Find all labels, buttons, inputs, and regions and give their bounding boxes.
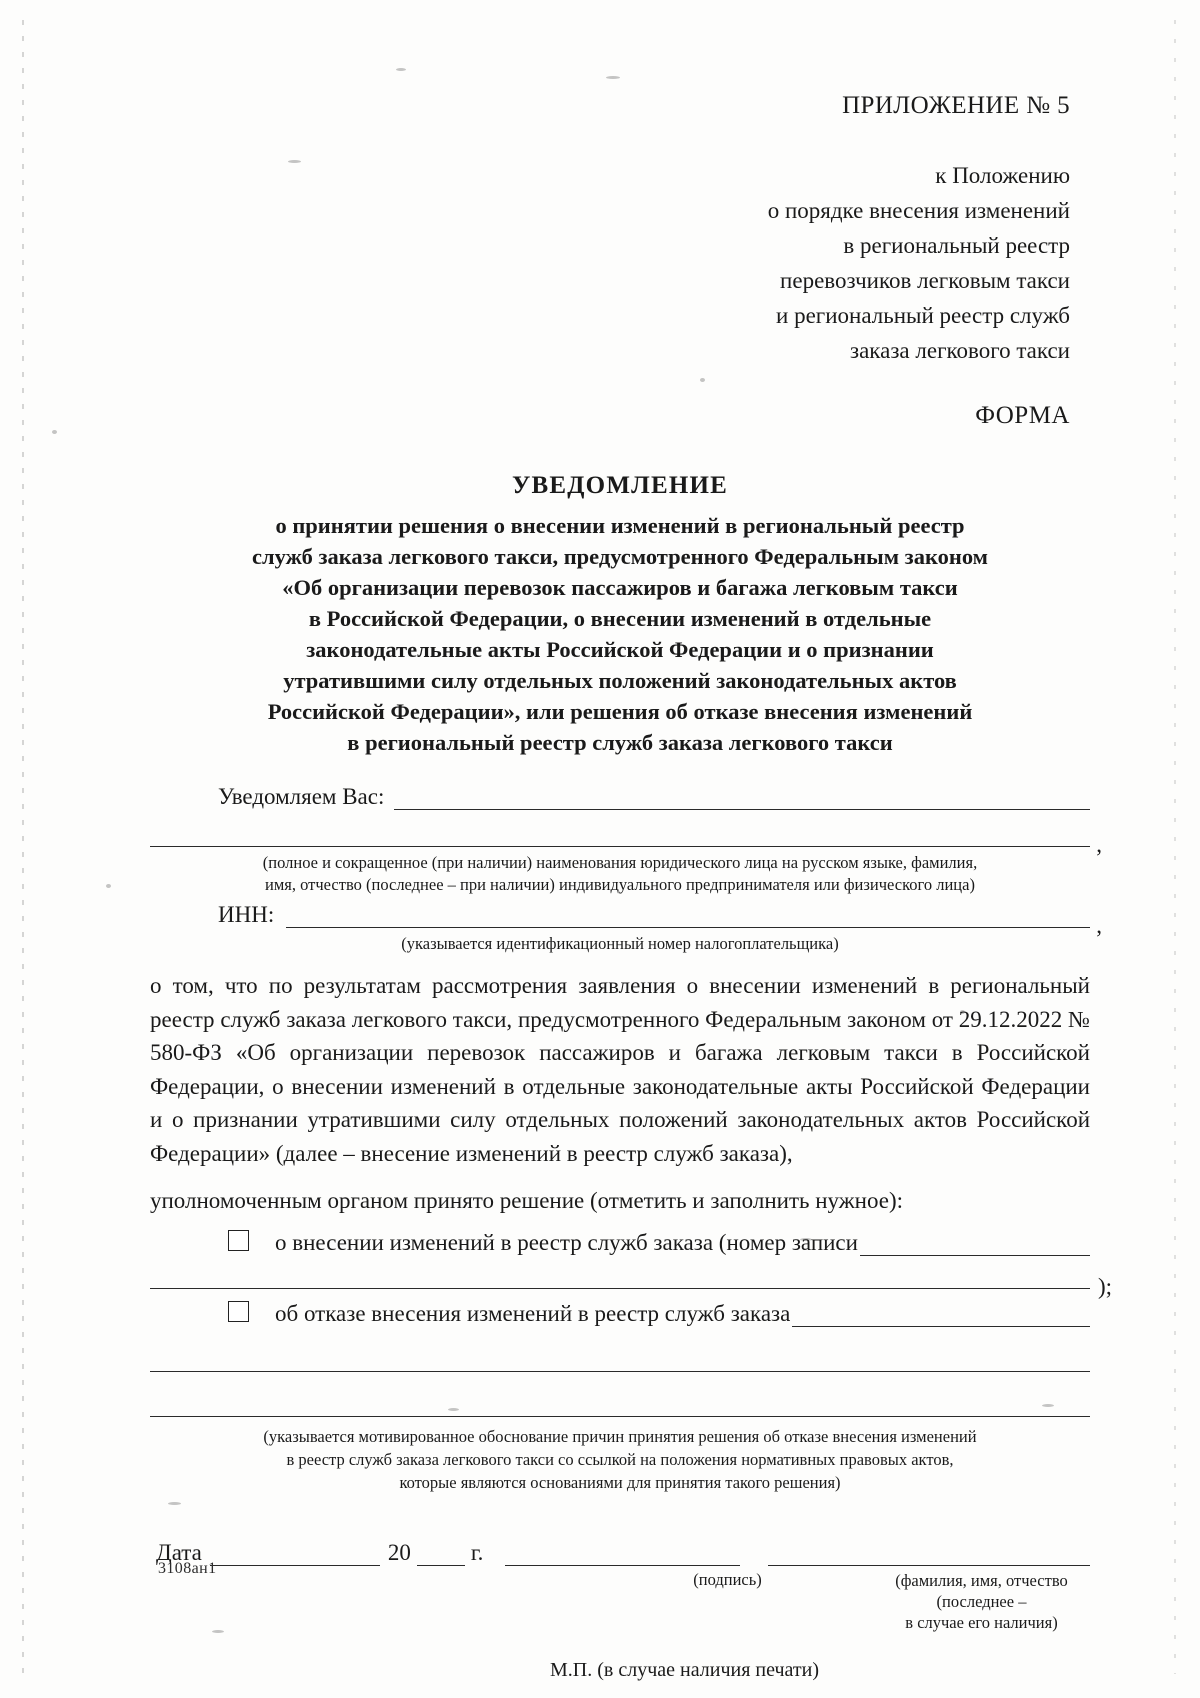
scan-speck bbox=[52, 430, 57, 434]
signer-name-field[interactable] bbox=[768, 1545, 1090, 1566]
refusal-reason-line-3[interactable] bbox=[150, 1386, 1090, 1417]
option-row-approve[interactable] bbox=[150, 1230, 1090, 1256]
notice-subtitle-line: утратившими силу отдельных положений законодательных актов bbox=[283, 668, 957, 693]
addressee-line: о порядке внесения изменений bbox=[767, 198, 1070, 223]
checkbox-refuse[interactable] bbox=[228, 1301, 249, 1322]
caption-line: в реестр служб заказа легкового такси со ссылкой на положения нормативных правовых актов, bbox=[286, 1449, 954, 1469]
caption-line: в случае его наличия) bbox=[905, 1612, 1058, 1632]
addressee-block bbox=[150, 158, 1090, 368]
notice-heading: УВЕДОМЛЕНИЕ bbox=[511, 472, 728, 499]
decision-line: уполномоченным органом принято решение (отметить и заполнить нужное): bbox=[150, 1188, 903, 1213]
caption-line: (фамилия, имя, отчество (последнее – bbox=[895, 1570, 1068, 1611]
record-number-field[interactable] bbox=[860, 1235, 1090, 1256]
year-prefix: 20 bbox=[387, 1539, 411, 1565]
form-word: ФОРМА bbox=[975, 402, 1070, 429]
recipient-name-caption bbox=[150, 852, 1090, 896]
appendix-title: ПРИЛОЖЕНИЕ № 5 bbox=[842, 92, 1070, 119]
signer-name-caption bbox=[873, 1570, 1090, 1633]
recipient-name-field-continuation[interactable] bbox=[150, 822, 1102, 857]
date-field[interactable] bbox=[210, 1545, 380, 1566]
notify-row bbox=[150, 784, 1090, 810]
caption-line: (полное и сокращенное (при наличии) наименования юридического лица на русском языке, фамилия, bbox=[262, 853, 978, 872]
date-label: Дата bbox=[156, 1539, 202, 1565]
document-content bbox=[150, 0, 1112, 1682]
main-paragraph: о том, что по результатам рассмотрения заявления о внесении изменений в региональный реестр служб заказа легкового такси, предусмотренного Федеральным законом от 29.12.2022 № 580-ФЗ «Об организации перевозок пассажиров и багажа легковым такси в Российской Федерации, о внесении изменений в отдельные законодательные акты Российской Федерации и о признании утратившими силу отдельных положений законодательных актов Российской Федерации» (далее – внесение изменений в реестр служб заказа), bbox=[150, 973, 1090, 1166]
signature-caption: (подпись) bbox=[693, 1569, 762, 1589]
comma-mark: , bbox=[1096, 913, 1102, 938]
option-approve-label: о внесении изменений в реестр служб заказа (номер записи bbox=[275, 1229, 858, 1255]
inn-row bbox=[150, 902, 1102, 938]
record-number-field-continuation[interactable] bbox=[150, 1266, 1112, 1299]
year-field[interactable] bbox=[417, 1545, 465, 1566]
signature-field[interactable] bbox=[505, 1545, 740, 1566]
notice-subtitle-line: в Российской Федерации, о внесении изменений в отдельные bbox=[308, 606, 932, 631]
close-paren-mark: ); bbox=[1097, 1273, 1112, 1299]
notify-label: Уведомляем Вас: bbox=[218, 784, 385, 809]
refusal-reason-line-2[interactable] bbox=[150, 1341, 1090, 1372]
caption-line: (указывается мотивированное обоснование причин принятия решения об отказе внесения изменений bbox=[263, 1426, 977, 1446]
option-row-refuse[interactable] bbox=[150, 1301, 1090, 1327]
caption-line: имя, отчество (последнее – при наличии) индивидуального предпринимателя или физического лица) bbox=[265, 875, 975, 894]
addressee-line: заказа легкового такси bbox=[850, 338, 1070, 363]
comma-mark: , bbox=[1096, 832, 1102, 857]
inn-label: ИНН: bbox=[218, 902, 275, 927]
inn-field[interactable] bbox=[286, 905, 1102, 938]
addressee-line: в региональный реестр bbox=[843, 233, 1070, 258]
notice-subtitle-line: служб заказа легкового такси, предусмотренного Федеральным законом bbox=[252, 544, 988, 569]
notice-subtitle bbox=[150, 510, 1090, 758]
addressee-line: к Положению bbox=[935, 163, 1070, 188]
addressee-line: и региональный реестр служб bbox=[776, 303, 1070, 328]
signature-captions bbox=[150, 1570, 1090, 1633]
notice-subtitle-line: законодательные акты Российской Федерации и о признании bbox=[306, 637, 934, 662]
caption-line: которые являются основаниями для принятия такого решения) bbox=[399, 1472, 841, 1492]
inn-caption: (указывается идентификационный номер налогоплательщика) bbox=[401, 934, 839, 953]
refusal-reason-caption bbox=[150, 1425, 1090, 1494]
notice-subtitle-line: в региональный реестр служб заказа легкового такси bbox=[347, 730, 893, 755]
signature-row bbox=[150, 1540, 1090, 1566]
checkbox-approve[interactable] bbox=[228, 1230, 249, 1251]
addressee-line: перевозчиков легковым такси bbox=[780, 268, 1070, 293]
scan-speck bbox=[106, 884, 111, 888]
option-refuse-label: об отказе внесения изменений в реестр служб заказа bbox=[275, 1300, 791, 1326]
scan-edge-left bbox=[22, 20, 24, 1678]
notice-subtitle-line: Российской Федерации», или решения об отказе внесения изменений bbox=[267, 699, 973, 724]
year-suffix: г. bbox=[470, 1539, 484, 1565]
scan-edge-right bbox=[1174, 20, 1176, 1674]
refusal-reason-field[interactable] bbox=[792, 1306, 1090, 1327]
recipient-name-field[interactable] bbox=[394, 787, 1090, 810]
stamp-note: М.П. (в случае наличия печати) bbox=[550, 1658, 820, 1681]
notice-subtitle-line: «Об организации перевозок пассажиров и багажа легковым такси bbox=[282, 575, 958, 600]
notice-subtitle-line: о принятии решения о внесении изменений в региональный реестр bbox=[275, 513, 965, 538]
footer-code: 3108ан1 bbox=[158, 1560, 217, 1577]
